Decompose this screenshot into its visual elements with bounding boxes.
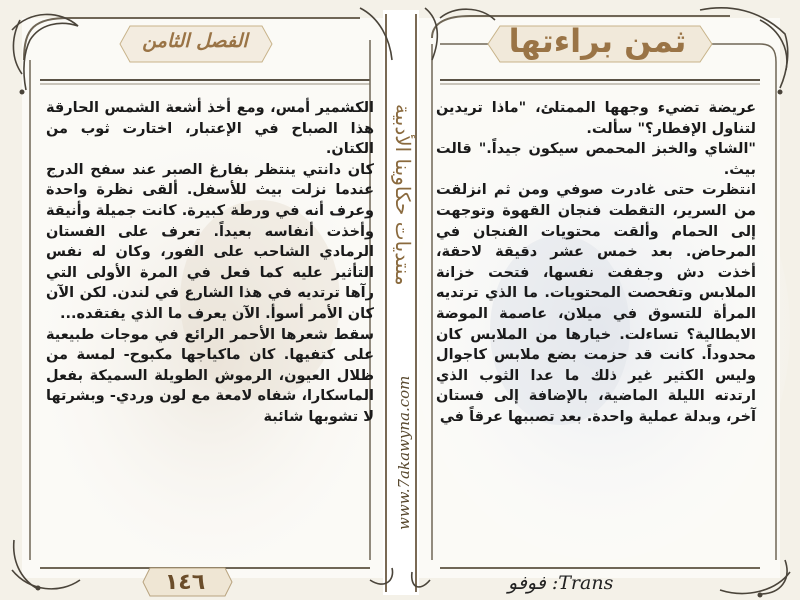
- left-page-text: [46, 98, 374, 428]
- chapter-book-title: ثمن براءتها: [508, 22, 687, 60]
- spine-forum-name: منتديات حكاوينا الأدبية: [391, 104, 415, 286]
- chapter-heading: الفصل الثامن: [142, 30, 248, 52]
- paragraph: "الشاي والخبز المحمص سيكون جيداً." قالت بيث.: [436, 141, 756, 178]
- paragraph: انتظرت حتى غادرت صوفي ومن ثم انزلقت من السرير، التقطت فنجان القهوة وتوجهت إلى الحمام وألقت محتويات الفنجان في المرحاض. بعد خمس عشر دقيقة لاحقة، أخذت دش وجففت نفسها، فتحت خزانة الملابس وتفحصت المحتويات. ما الذي ترتديه المرأة للتسوق في ميلان، عاصمة الموضة الايطالية؟ تساءلت. خيارها من الملابس كان محدوداً. كانت قد حزمت بضع ملابس كاجوال وليس الكثير غير ذلك ما عدا الثوب الذي ارتدته الليلة الماضية، بالإضافة إلى فستان آخر، وبدلة عملية واحدة. بعد تصببها عرقاً في: [436, 182, 756, 425]
- paragraph: كان دانتي ينتظر بفارغ الصبر عند سفح الدرج عندما نزلت بيث للأسفل. ألقى نظرة واحدة وعرف أنه في ورطة كبيرة. كانت جميلة وأنيقة وأخذت أنفاسه بعيداً. تعرف على الفستان الرمادي الشاحب على الفور، وكان له نفس التأثير عليه كما فعل في المرة الأولى التي رآها ترتديه في هذا الشارع في لندن. لكن الآن كان الأمر أسوأ. الآن يعرف ما الذي يفتقده...: [46, 161, 374, 322]
- translator-credit: Trans: فوفو: [508, 572, 614, 594]
- paragraph: الكشمير أمس، ومع أخذ أشعة الشمس الحارقة هذا الصباح في الإعتبار، اختارت ثوب من الكتان.: [46, 100, 374, 158]
- page-number: ١٤٦: [164, 570, 206, 595]
- right-page-text: [436, 98, 756, 428]
- paragraph: سقط شعرها الأحمر الرائع في موجات طبيعية على كتفيها. كان ماكياجها مكبوح- لمسة من ظلال العيون، الرموش الطويلة السميكة بفعل الماسكارا، شفاه لامعة مع لون وردي- وبشرتها لا تشوبها شائبة: [46, 326, 374, 425]
- paragraph: عريضة تضيء وجهها الممتلئ، "ماذا تريدين لتناول الإفطار؟" سألت.: [436, 100, 756, 137]
- spine-url: www.7akawyna.com: [395, 375, 413, 531]
